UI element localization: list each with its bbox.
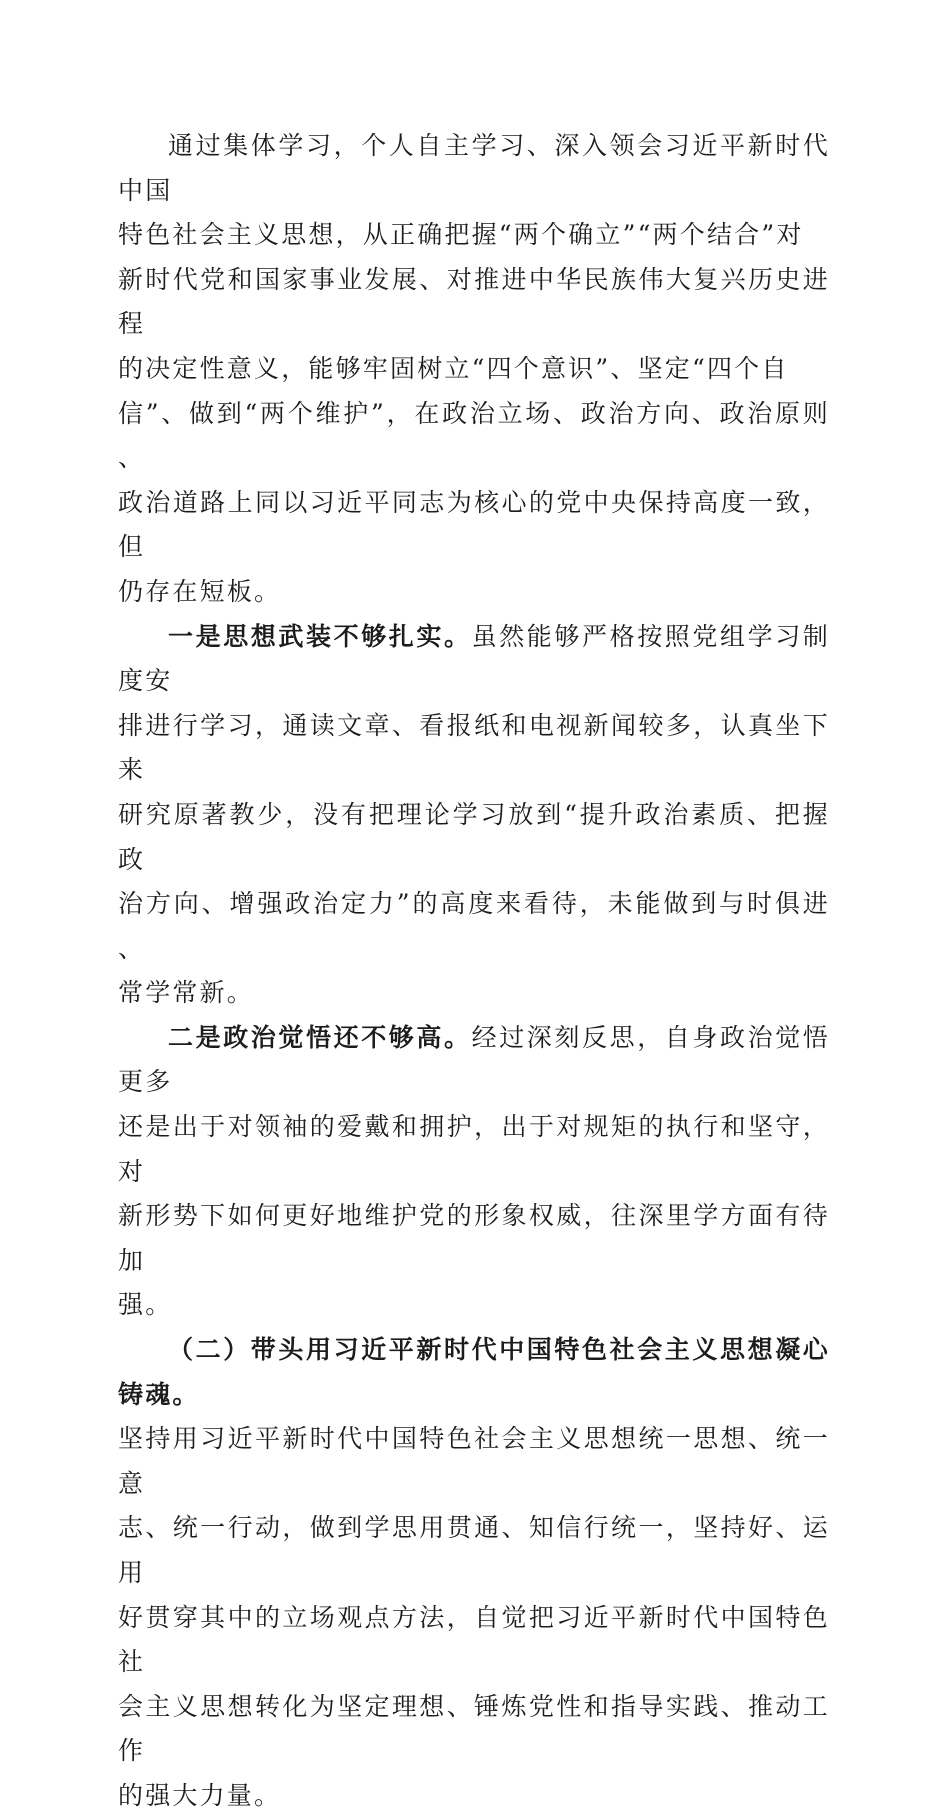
text-line: 志、统一行动，做到学思用贯通、知信行统一，坚持好、运用 [118,1513,830,1587]
text-run: 经过深刻反思，自身政治觉悟更多 [118,1022,831,1097]
text-line: 新形势下如何更好地维护党的形象权威，往深里学方面有待加 [118,1201,830,1275]
text-line: 好贯穿其中的立场观点方法，自觉把习近平新时代中国特色社 [118,1602,830,1677]
text-line [118,615,830,704]
text-line: 仍存在短板。 [118,576,282,606]
paragraph-point-one [118,615,830,1016]
text-line: 治方向、增强政治定力”的高度来看待，未能做到与时俱进、 [118,889,830,963]
text-line: 的决定性意义，能够牢固树立“四个意识”、坚定“四个自 [118,353,789,383]
text-line: 政治道路上同以习近平同志为核心的党中央保持高度一致，但 [118,487,830,562]
text-run: 虽然能够严格按照党组学习制度安 [118,621,831,696]
text-line: 排进行学习，通读文章、看报纸和电视新闻较多，认真坐下来 [118,710,830,785]
paragraph-point-two [118,1016,830,1328]
text-line: 通过集体学习，个人自主学习、深入领会习近平新时代中国 [118,131,830,205]
paragraph-lead: 二是政治觉悟还不够高。 [168,1022,472,1052]
text-line: 的强大力量。 [118,1780,282,1810]
text-line: 常学常新。 [118,978,255,1008]
paragraph-lead: 一是思想武装不够扎实。 [168,621,472,651]
paragraph-section-two [118,1328,830,1819]
text-line [118,1016,830,1105]
section-heading: （二）带头用习近平新时代中国特色社会主义思想凝心铸魂。 [118,1335,830,1409]
text-line: 强。 [118,1290,173,1320]
text-line: 新时代党和国家事业发展、对推进中华民族伟大复兴历史进程 [118,264,830,339]
text-line: 特色社会主义思想，从正确把握“两个确立”“两个结合”对 [118,220,804,250]
text-line: 还是出于对领袖的爱戴和拥护，出于对规矩的执行和坚守，对 [118,1112,830,1186]
document-body [118,124,830,1819]
text-line: 会主义思想转化为坚定理想、锤炼党性和指导实践、推动工作 [118,1691,830,1766]
text-line: 研究原著教少，没有把理论学习放到“提升政治素质、把握政 [118,799,830,874]
text-line: 信”、做到“两个维护”，在政治立场、政治方向、政治原则、 [118,398,830,473]
paragraph-intro [118,124,830,615]
text-line: 坚持用习近平新时代中国特色社会主义思想统一思想、统一意 [118,1424,830,1498]
